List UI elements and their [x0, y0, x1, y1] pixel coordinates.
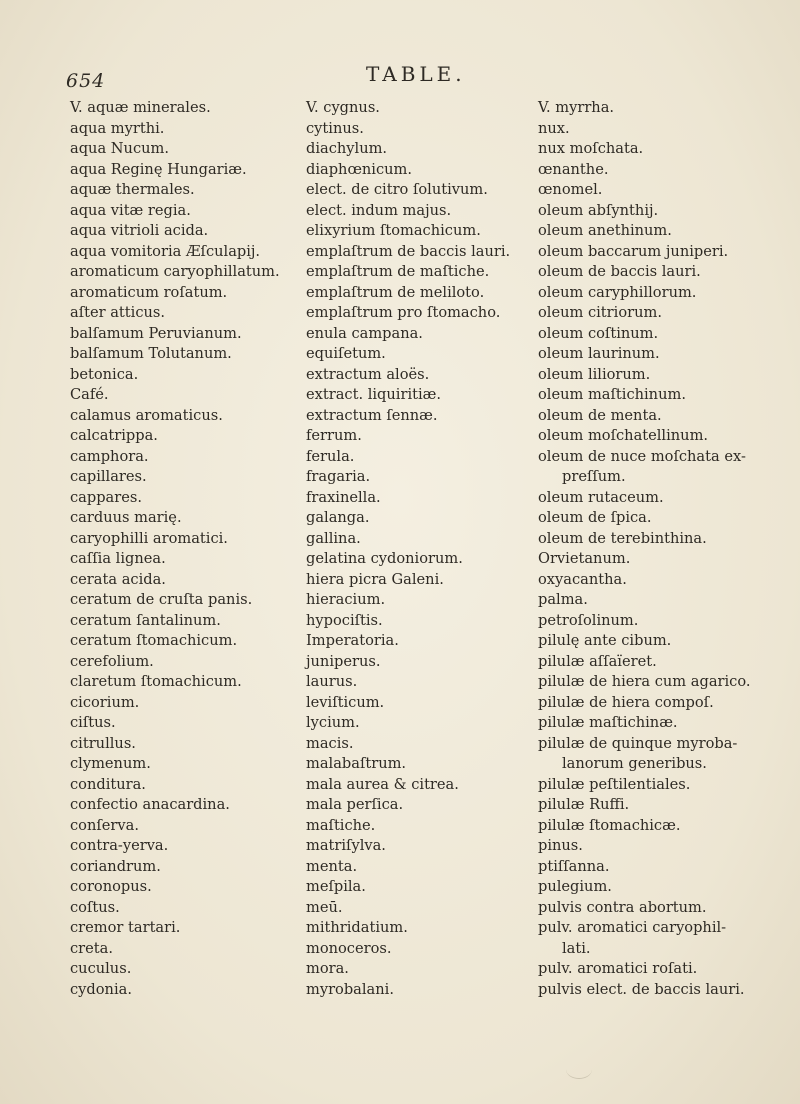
index-entry: pulvis elect. de baccis lauri. — [538, 980, 745, 998]
index-entry: nux moſchata. — [538, 140, 644, 157]
index-entry: coſtus. — [70, 898, 120, 916]
index-entry: oleum rutaceum. — [538, 488, 664, 506]
index-entry: aſter atticus. — [70, 304, 166, 321]
index-entry: confectio anacardina. — [70, 796, 230, 813]
index-column-1 — [70, 98, 290, 1000]
index-entry: diachylum. — [306, 140, 388, 157]
index-entry: oleum de baccis lauri. — [538, 263, 701, 280]
index-entry: Café. — [70, 386, 109, 403]
index-column-2 — [306, 98, 531, 1000]
index-entry: lanorum generibus. — [562, 755, 707, 772]
index-entry: calcatrippa. — [70, 427, 158, 444]
index-entry: œnomel. — [538, 181, 603, 198]
index-entry: diaphœnicum. — [306, 160, 412, 178]
index-entry: oleum abſynthij. — [538, 201, 659, 219]
index-entry: malabaſtrum. — [306, 755, 407, 772]
index-entry: extractum aloës. — [306, 365, 430, 383]
index-entry: cuculus. — [70, 960, 132, 977]
index-entry: ferula. — [306, 447, 355, 465]
index-entry: emplaſtrum de maſtiche. — [306, 263, 490, 280]
index-entry: pilulæ peſtilentiales. — [538, 775, 691, 793]
index-entry: emplaſtrum de meliloto. — [306, 283, 485, 301]
index-entry: clymenum. — [70, 755, 151, 772]
index-entry: aromaticum caryophillatum. — [70, 263, 280, 280]
index-entry: emplaſtrum pro ſtomacho. — [306, 304, 501, 321]
index-entry: camphora. — [70, 447, 149, 465]
index-entry: oleum de nuce moſchata ex- — [538, 447, 746, 465]
index-entry: oleum de ſpica. — [538, 509, 652, 526]
index-entry: pulv. aromatici caryophil- — [538, 919, 727, 936]
index-entry: mala perſica. — [306, 796, 404, 813]
library-stamp-mark — [566, 1060, 592, 1079]
index-entry: mala aurea & citrea. — [306, 775, 459, 793]
index-entry: pilulæ de hiera cum agarico. — [538, 673, 751, 690]
index-entry: cerefolium. — [70, 652, 154, 670]
index-entry: pilulæ de quinque myroba- — [538, 734, 738, 752]
index-entry: monoceros. — [306, 939, 392, 957]
index-entry: cerata acida. — [70, 570, 166, 588]
index-entry: ptiſſanna. — [538, 857, 610, 875]
index-entry: aromaticum roſatum. — [70, 283, 228, 301]
index-entry: citrullus. — [70, 734, 136, 752]
index-entry: creta. — [70, 939, 113, 957]
index-entry: coronopus. — [70, 878, 152, 895]
index-entry: hieracium. — [306, 591, 386, 608]
index-entry: preſſum. — [562, 468, 626, 485]
index-entry: pilulæ maſtichinæ. — [538, 714, 678, 731]
index-entry: conditura. — [70, 775, 146, 793]
index-entry: pulegium. — [538, 878, 612, 895]
index-entry: betonica. — [70, 365, 139, 383]
index-entry: fragaria. — [306, 468, 371, 485]
index-entry: oleum maſtichinum. — [538, 386, 686, 403]
index-entry: pulv. aromatici roſati. — [538, 960, 698, 977]
index-entry: oleum liliorum. — [538, 365, 651, 383]
index-entry: caſſia lignea. — [70, 550, 166, 567]
index-entry: caryophilli aromatici. — [70, 529, 228, 547]
index-entry: pilulæ Ruffi. — [538, 796, 630, 813]
index-entry: capillares. — [70, 468, 147, 485]
index-entry: menta. — [306, 857, 358, 875]
index-entry: pinus. — [538, 837, 583, 854]
index-entry: lati. — [562, 939, 591, 957]
index-entry: aqua vomitoria Æſculapij. — [70, 242, 261, 260]
index-entry: galanga. — [306, 509, 370, 526]
index-entry: nux. — [538, 119, 570, 137]
index-entry: myrobalani. — [306, 980, 394, 998]
index-entry: ceratum ſtomachicum. — [70, 632, 238, 649]
index-entry: palma. — [538, 591, 588, 608]
index-entry: extractum ſennæ. — [306, 406, 438, 424]
index-entry: cydonia. — [70, 980, 132, 998]
index-entry: conſerva. — [70, 816, 139, 834]
index-entry: V. myrrha. — [538, 99, 615, 116]
index-entry: calamus aromaticus. — [70, 406, 223, 424]
index-entry: fraxinella. — [306, 488, 381, 506]
index-entry: lycium. — [306, 714, 360, 731]
index-entry: pilulę ante cibum. — [538, 632, 672, 649]
index-entry: aquæ thermales. — [70, 181, 195, 198]
index-entry: Orvietanum. — [538, 550, 631, 567]
index-entry: hiera picra Galeni. — [306, 570, 444, 588]
index-entry: aqua myrthi. — [70, 119, 165, 137]
index-entry: pilulæ ſtomachicæ. — [538, 816, 681, 834]
index-entry: petroſolinum. — [538, 611, 639, 629]
index-entry: contra-yerva. — [70, 837, 169, 854]
index-entry: oleum caryphillorum. — [538, 283, 697, 301]
index-entry: aqua Nucum. — [70, 140, 169, 157]
index-entry: gelatina cydoniorum. — [306, 550, 463, 567]
index-entry: V. cygnus. — [306, 99, 380, 116]
index-entry: laurus. — [306, 673, 358, 690]
index-entry: elixyrium ſtomachicum. — [306, 222, 481, 239]
index-entry: cicorium. — [70, 693, 140, 711]
page-number: 654 — [66, 70, 106, 92]
index-entry: juniperus. — [306, 652, 381, 670]
index-entry: coriandrum. — [70, 857, 161, 875]
index-entry: cremor tartari. — [70, 919, 181, 936]
index-entry: oleum coſtinum. — [538, 324, 659, 342]
index-entry: matriſylva. — [306, 837, 386, 854]
index-entry: V. aquæ minerales. — [70, 99, 211, 116]
index-entry: meū. — [306, 898, 343, 916]
index-entry: maſtiche. — [306, 816, 376, 834]
index-entry: aqua vitrioli acida. — [70, 222, 209, 239]
index-entry: balſamum Peruvianum. — [70, 324, 242, 342]
index-entry: ceratum de cruſta panis. — [70, 591, 253, 608]
index-entry: claretum ſtomachicum. — [70, 673, 242, 690]
index-entry: oleum anethinum. — [538, 222, 672, 239]
index-entry: ferrum. — [306, 427, 362, 444]
index-entry: pilulæ de hiera compoſ. — [538, 693, 714, 711]
index-entry: extract. liquiritiæ. — [306, 386, 441, 403]
index-entry: oleum laurinum. — [538, 345, 660, 362]
index-entry: oleum de terebinthina. — [538, 529, 707, 547]
index-entry: oxyacantha. — [538, 570, 627, 588]
index-entry: pulvis contra abortum. — [538, 898, 707, 916]
index-entry: balſamum Tolutanum. — [70, 345, 232, 362]
index-entry: elect. de citro ſolutivum. — [306, 181, 488, 198]
index-column-3 — [538, 98, 778, 1000]
index-entry: equiſetum. — [306, 345, 386, 362]
index-entry: ciſtus. — [70, 714, 116, 731]
index-entry: aqua vitæ regia. — [70, 201, 191, 219]
index-entry: oleum citriorum. — [538, 304, 662, 321]
index-entry: emplaſtrum de baccis lauri. — [306, 242, 511, 260]
index-entry: mithridatium. — [306, 919, 408, 936]
index-entry: pilulæ aſſaïeret. — [538, 652, 657, 670]
index-entry: ceratum ſantalinum. — [70, 611, 221, 629]
index-entry: elect. indum majus. — [306, 201, 452, 219]
index-entry: oleum de menta. — [538, 406, 662, 424]
index-entry: carduus marię. — [70, 509, 182, 526]
index-entry: aqua Reginę Hungariæ. — [70, 160, 247, 178]
index-entry: cytinus. — [306, 119, 364, 137]
index-entry: œnanthe. — [538, 160, 609, 178]
index-entry: gallina. — [306, 529, 361, 547]
index-entry: enula campana. — [306, 324, 423, 342]
index-entry: Imperatoria. — [306, 632, 399, 649]
index-entry: hypociſtis. — [306, 611, 383, 629]
index-entry: mora. — [306, 960, 349, 977]
index-entry: cappares. — [70, 488, 142, 506]
index-entry: oleum moſchatellinum. — [538, 427, 709, 444]
running-head: TABLE. — [366, 62, 466, 86]
index-entry: meſpila. — [306, 878, 366, 895]
index-entry: macis. — [306, 734, 354, 752]
index-entry: leviſticum. — [306, 693, 385, 711]
index-entry: oleum baccarum juniperi. — [538, 242, 729, 260]
